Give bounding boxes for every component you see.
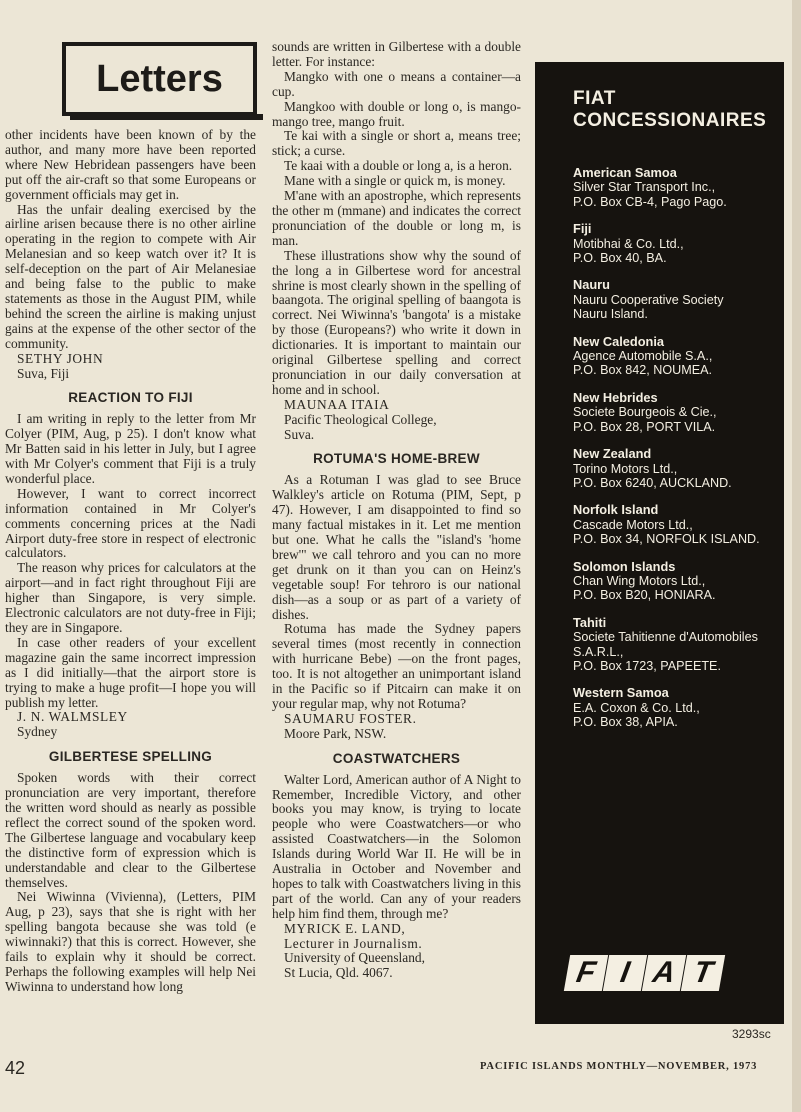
masthead-title: Letters [62, 42, 257, 116]
location: Pacific Theological College, [284, 411, 437, 427]
dealer-address: P.O. Box 842, NOUMEA. [573, 363, 713, 378]
fiat-logo-letter: T [681, 955, 725, 991]
dealer-address: P.O. Box 1723, PAPEETE. [573, 658, 721, 673]
dealer-address: P.O. Box 28, PORT VILA. [573, 419, 716, 434]
middle-column [272, 40, 521, 981]
letter-paragraph: Has the unfair dealing exercised by the airline arisen because there is no other airline operating in the region to compete with Air Melanesian and so keep watch over it? It is self-deception on the part of Air Melanesiae and being false to the public to make statements as those in the August PIM, while behind the screen the airline is making unjust gains at the expense of the other sector of the community. [5, 201, 256, 351]
concessionaire-entry [573, 278, 783, 321]
heading-rotumas-home-brew: ROTUMA'S HOME-BREW [313, 451, 480, 467]
concessionaire-entry [573, 222, 783, 265]
letter-paragraph: Rotuma has made the Sydney papers several times (most recently in connection with hurricane Bebe) —on the front pages, too. It is not altogether an unimportant island in the Pacific so if Pitcairn can make it on your regular map, why not Rotuma? [272, 621, 521, 711]
concessionaire-entry [573, 391, 783, 434]
dealer-address: Nauru Island. [573, 307, 648, 322]
letter-paragraph: As a Rotuman I was glad to see Bruce Walkley's article on Rotuma (PIM, Sept, p 47). However, I am disappointed to find so many factual mistakes in it. Let me mention but one. What he calls the "island's 'home brew'" we call tehroro and you can no more get drunk on it than you can on Heinz's vegetable soup! For tehroro is our national dish—as a soup or as part of a variety of dishes. [272, 472, 521, 622]
heading-coastwatchers: COASTWATCHERS [332, 750, 461, 766]
dealer-name: Societe Bourgeois & Cie., [573, 405, 717, 420]
region-name: Western Samoa [573, 685, 669, 701]
dealer-name: E.A. Coxon & Co. Ltd., [573, 700, 700, 715]
ad-title-sub: CONCESSIONAIRES [573, 110, 767, 131]
letter-paragraph: However, I want to correct incorrect information contained in Mr Colyer's comments concerning prices at the Nadi Airport duty-free store in respect of electronic calculators. [5, 485, 256, 561]
example-line: Mane with a single or quick m, is money. [284, 173, 506, 189]
fiat-logo-letter: A [642, 955, 686, 991]
letter-paragraph: The reason why prices for calculators at the airport—and in fact right throughout Fiji are higher than Singapore, is very simple. Electronic calculators are not duty-free in Fiji; they are in Singapore. [5, 560, 256, 635]
region-name: New Zealand [573, 446, 652, 462]
letter-continuation: other incidents have been known of by the author, and many more have been reported where New Hebridean passengers have been put off the air-craft so that some Europeans or government officials may get in. [5, 127, 256, 202]
region-name: Norfolk Island [573, 502, 659, 518]
signature-title: Lecturer in Journalism. [284, 935, 423, 951]
dealer-address: P.O. Box 6240, AUCKLAND. [573, 475, 732, 490]
dealer-name: Societe Tahitienne d'Automobiles S.A.R.L., [573, 630, 758, 659]
dealer-name: Nauru Cooperative Society [573, 292, 724, 307]
location: Moore Park, NSW. [284, 725, 387, 741]
concessionaire-list [573, 166, 783, 743]
region-name: Tahiti [573, 614, 607, 630]
concessionaire-entry [573, 166, 783, 209]
letter-paragraph: These illustrations show why the sound of the long a in Gilbertese word for ancestral shrine is most clearly shown in the spelling of baangota. The original spelling of baangota is correct. Nei Wiwinna's 'bangota' is a mistake by those (Europeans?) who write it down in dictionaries. It is important to maintain our original Gilbertese spelling and correct pronunciation in our daily conversation at home and in school. [272, 247, 521, 397]
ad-title [573, 88, 766, 132]
dealer-name: Chan Wing Motors Ltd., [573, 573, 706, 588]
heading-gilbertese-spelling: GILBERTESE SPELLING [48, 749, 213, 765]
region-name: Solomon Islands [573, 558, 676, 574]
dealer-name: Silver Star Transport Inc., [573, 180, 716, 195]
dealer-address: P.O. Box 38, APIA. [573, 715, 678, 730]
region-name: American Samoa [573, 165, 677, 180]
location: Suva, Fiji [17, 365, 70, 381]
letter-paragraph: I am writing in reply to the letter from Mr Colyer (PIM, Aug, p 25). I don't know what Mr Batten said in his letter in July, but I agree with Mr Colyer's comment that Fiji is a truly wonderful place. [5, 411, 256, 486]
letter-paragraph: Nei Wiwinna (Vivienna), (Letters, PIM Aug, p 23), says that she is right with her spelling bangota because she was told (e wiwinnaki?) that this is correct. However, she fails to explain why it should be correct. Perhaps the following examples will help Nei Wiwinna to understand how long [5, 889, 256, 994]
region-name: New Hebrides [573, 389, 658, 405]
page-edge [792, 0, 801, 1112]
location: St Lucia, Qld. 4067. [284, 965, 393, 981]
dealer-address: P.O. Box 34, NORFOLK ISLAND. [573, 532, 760, 547]
dealer-name: Agence Automobile S.A., [573, 349, 713, 364]
fiat-logo-letter: F [564, 955, 608, 991]
signature: MAUNAA ITAIA [284, 396, 390, 412]
page-number: 42 [5, 1058, 26, 1078]
region-name: Nauru [573, 277, 610, 293]
location: Suva. [284, 426, 315, 442]
dealer-address: P.O. Box CB-4, Pago Pago. [573, 194, 727, 209]
dealer-name: Motibhai & Co. Ltd., [573, 236, 684, 251]
fiat-logo-letter: I [603, 955, 647, 991]
letter-paragraph: In case other readers of your excellent magazine gain the same incorrect impression as I did initially—that the airport store is trying to make a huge profit—I hope you will publish my letter. [5, 634, 256, 710]
dealer-name: Cascade Motors Ltd., [573, 517, 693, 532]
example-line: Mangkoo with double or long o, is mango-mango tree, mango fruit. [272, 98, 521, 129]
dealer-address: P.O. Box 40, BA. [573, 251, 667, 266]
concessionaire-entry [573, 686, 783, 729]
fiat-advertisement [535, 62, 784, 1024]
signature: SAUMARU FOSTER. [284, 710, 417, 726]
example-line: M'ane with an apostrophe, which represents the other m (mmane) and indicates the correct pronunciation of the double or long m, is man. [272, 188, 521, 248]
location: Sydney [17, 724, 58, 740]
publication-footer: PACIFIC ISLANDS MONTHLY—NOVEMBER, 1973 [480, 1061, 758, 1072]
concessionaire-entry [573, 560, 783, 603]
example-line: Te kaai with a double or long a, is a heron. [284, 158, 513, 174]
dealer-address: P.O. Box B20, HONIARA. [573, 588, 716, 603]
concessionaire-entry [573, 616, 783, 674]
ad-code: 3293sc [732, 1027, 771, 1041]
ad-title-brand: FIAT [573, 88, 616, 109]
example-line: Mangko with one o means a container—a cup. [272, 68, 521, 99]
concessionaire-entry [573, 503, 783, 546]
concessionaire-entry [573, 447, 783, 490]
heading-reaction-to-fiji: REACTION TO FIJI [68, 390, 193, 406]
signature: J. N. WALMSLEY [17, 709, 128, 725]
concessionaire-entry [573, 335, 783, 378]
example-line: Te kai with a single or short a, means tree; stick; a curse. [272, 128, 521, 159]
fiat-logo [567, 955, 723, 991]
letter-paragraph: Spoken words with their correct pronunciation are very important, therefore the written word should as nearly as possible reflect the correct sound of the spoken word. The Gilbertese language and vocabulary keep the distinctive form of expression which is understandable and clear to the Gilbertese themselves. [5, 770, 256, 890]
location: University of Queensland, [284, 950, 425, 966]
letter-paragraph: Walter Lord, American author of A Night to Remember, Incredible Victory, and other books you may know, is trying to locate people who were Coastwatchers—or who assisted Coastwatchers—in the Solomon Islands during World War II. He will be in Australia in October and November and hopes to talk with Coastwatchers living in this part of the world. Can any of your readers help him find them, through me? [272, 771, 521, 921]
signature: SETHY JOHN [17, 350, 104, 366]
left-column [5, 128, 256, 995]
letter-continuation: sounds are written in Gilbertese with a double letter. For instance: [272, 39, 521, 69]
masthead-shadow [70, 114, 263, 120]
region-name: Fiji [573, 221, 592, 237]
dealer-name: Torino Motors Ltd., [573, 461, 678, 476]
region-name: New Caledonia [573, 333, 665, 349]
signature: MYRICK E. LAND, [284, 920, 406, 936]
